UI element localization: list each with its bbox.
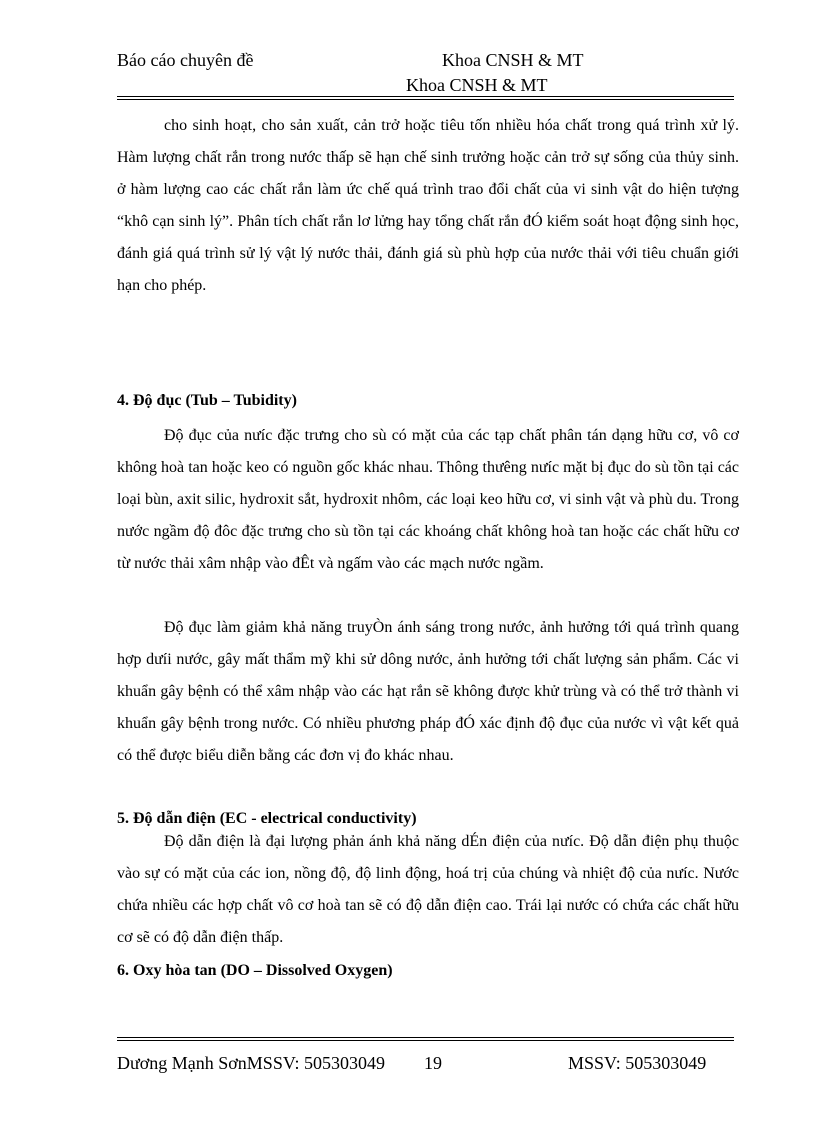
page-number: 19	[424, 1053, 442, 1073]
footer-author: Dương Mạnh SơnMSSV: 505303049	[117, 1053, 385, 1073]
header-right-line1: Khoa CNSH & MT	[442, 50, 584, 70]
section-heading-conductivity: 5. Độ dẫn điện (EC - electrical conductivity)	[117, 810, 417, 827]
footer-rule-top	[117, 1037, 734, 1038]
footer-rule-bottom	[117, 1040, 734, 1041]
section-heading-dissolved-oxygen: 6. Oxy hòa tan (DO – Dissolved Oxygen)	[117, 962, 393, 979]
section-heading-turbidity: 4. Độ đục (Tub – Tubidity)	[117, 392, 297, 409]
paragraph-solids: cho sinh hoạt, cho sản xuất, cản trở hoặc tiêu tốn nhiều hóa chất trong quá trình xử lý. Hàm lượng chất rắn trong nước thấp sẽ hạn chế sinh trưởng hoặc cản trở sự sống của thủy sinh. ở hàm lượng cao các chất rắn làm ức chế quá trình trao đổi chất của vi sinh vật do hiện tượng “khô cạn sinh lý”. Phân tích chất rắn lơ lửng hay tổng chất rắn đÓ kiểm soát hoạt động sinh học, đánh giá quá trình sử lý vật lý nước thải, đánh giá sù phù hợp của nước thải với tiêu chuẩn giới hạn cho phép.	[117, 117, 739, 294]
paragraph-conductivity: Độ dẫn điện là đại lượng phản ánh khả năng dÉn điện của nưíc. Độ dẫn điện phụ thuộc vào sự có mặt của các ion, nồng độ, độ linh động, hoá trị của chúng và nhiệt độ của nưíc. Nước chứa nhiều các hợp chất vô cơ hoà tan sẽ có độ dẫn điện cao. Trái lại nước có chứa các chất hữu cơ sẽ có độ dẫn điện thấp.	[117, 833, 739, 946]
header-right-line2: Khoa CNSH & MT	[406, 75, 548, 95]
footer-student-id: MSSV: 505303049	[568, 1053, 707, 1073]
header-left: Báo cáo chuyên đề	[117, 50, 254, 70]
header-rule-top	[117, 96, 734, 97]
paragraph-turbidity-1: Độ đục của nưíc đặc trưng cho sù có mặt của các tạp chất phân tán dạng hữu cơ, vô cơ không hoà tan hoặc keo có nguồn gốc khác nhau. Thông thưêng nưíc mặt bị đục do sù tồn tại các loại bùn, axit silic, hydroxit sắt, hydroxit nhôm, các loại keo hữu cơ, vi sinh vật và phù du. Trong nước ngầm độ đôc đặc trưng cho sù tồn tại các khoáng chất không hoà tan hoặc các chất hữu cơ từ nước thải xâm nhập vào đÊt và ngấm vào các mạch nước ngầm.	[117, 427, 739, 572]
header-rule-bottom	[117, 99, 734, 100]
paragraph-turbidity-2: Độ đục làm giảm khả năng truyÒn ánh sáng trong nước, ảnh hưởng tới quá trình quang hợp dưíi nước, gây mất thẩm mỹ khi sử dông nước, ảnh hưởng tới chất lượng sản phẩm. Các vi khuẩn gây bệnh có thể xâm nhập vào các hạt rắn sẽ không được khử trùng và có thể trở thành vi khuẩn gây bệnh trong nước. Có nhiều phương pháp đÓ xác định độ đục của nước vì vật kết quả có thể được biểu diễn bằng các đơn vị đo khác nhau.	[117, 619, 739, 764]
